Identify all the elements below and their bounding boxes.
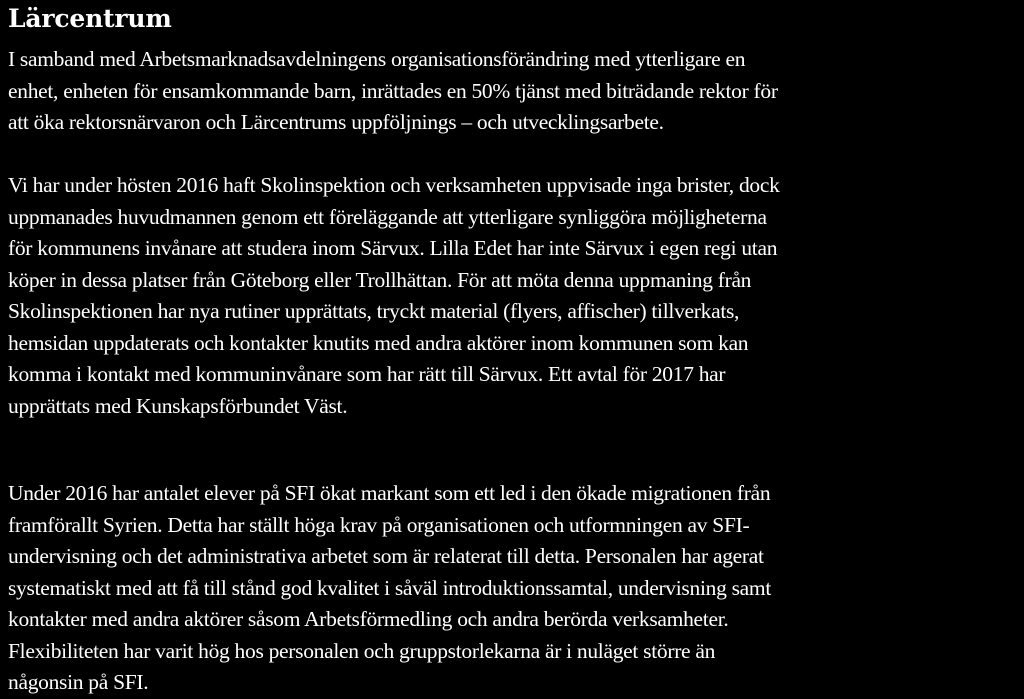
text-line: kontakter med andra aktörer såsom Arbetsförmedling och andra berörda verksamheter.: [8, 607, 729, 631]
text-line: för kommunens invånare att studera inom Särvux. Lilla Edet har inte Särvux i egen regi utan: [8, 236, 778, 260]
text-line: uppmanades huvudmannen genom ett föreläggande att ytterligare synliggöra möjligheterna: [8, 204, 767, 229]
text-line: köper in dessa platser från Göteborg eller Trollhättan. För att möta denna uppmaning från: [8, 267, 752, 292]
text-line: att öka rektorsnärvaron och Lärcentrums uppföljnings – och utvecklingsarbete.: [8, 110, 664, 134]
text-line: hemsidan uppdaterats och kontakter knutits med andra aktörer inom kommunen som kan: [8, 330, 749, 355]
section-heading: Lärcentrum: [8, 4, 172, 33]
text-line: komma i kontakt med kommuninvånare som har rätt till Särvux. Ett avtal för 2017 har: [8, 362, 726, 386]
text-line: I samband med Arbetsmarknadsavdelningens organisationsförändring med ytterligare en: [8, 47, 746, 71]
text-line: Vi har under hösten 2016 haft Skolinspektion och verksamheten uppvisade inga brister, dock: [8, 173, 780, 197]
text-line: undervisning och det administrativa arbetet som är relaterat till detta. Personalen har agerat: [8, 544, 764, 568]
text-line: någonsin på SFI.: [8, 670, 149, 694]
text-line: upprättats med Kunskapsförbundet Väst.: [8, 393, 348, 418]
text-line: Skolinspektionen har nya rutiner upprättats, tryckt material (flyers, affischer) tillverkats,: [8, 299, 740, 323]
text-line: systematiskt med att få till stånd god kvalitet i såväl introduktionssamtal, undervisning samt: [8, 575, 772, 600]
text-line: enhet, enheten för ensamkommande barn, inrättades en 50% tjänst med biträdande rektor för: [8, 78, 778, 103]
text-line: Under 2016 har antalet elever på SFI ökat markant som ett led i den ökade migrationen från: [8, 481, 771, 505]
paragraph-1: [8, 44, 1018, 139]
paragraph-2: [8, 170, 1018, 422]
text-line: framförallt Syrien. Detta har ställt höga krav på organisationen och utformningen av SFI-: [8, 512, 750, 537]
text-line: Flexibiliteten har varit hög hos personalen och gruppstorlekarna är i nuläget större än: [8, 638, 716, 663]
paragraph-3: [8, 478, 1018, 699]
